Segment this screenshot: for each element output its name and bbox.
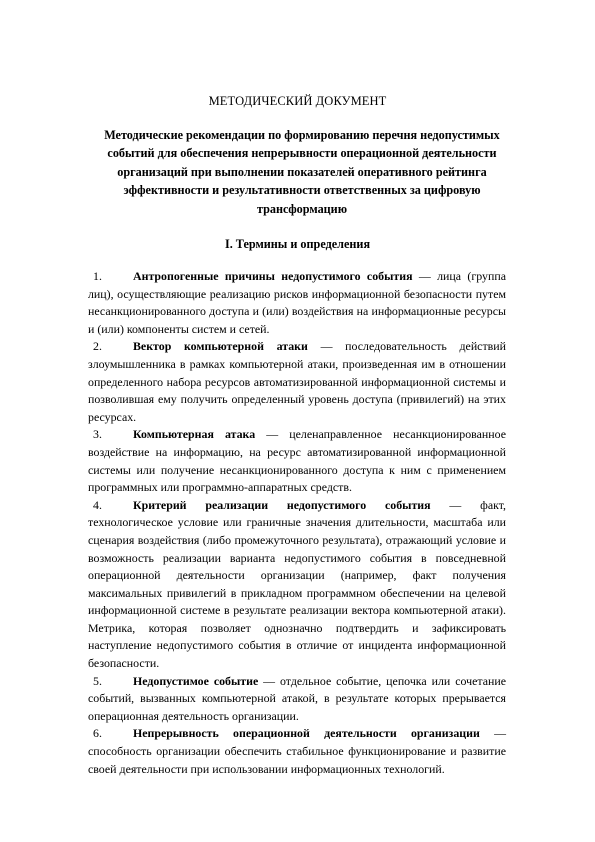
definitions-list bbox=[88, 268, 506, 778]
definition-item bbox=[88, 673, 506, 726]
definition-text: — способность организации обеспечить стабильное функционирование и развитие своей деятельности при использовании информационных технологий. bbox=[88, 726, 506, 776]
definition-number: 2. bbox=[93, 339, 102, 354]
document-subtitle: Методические рекомендации по формированию перечня недопустимых событий для обеспечения непрерывности операционной деятельности организаций при выполнении показателей оперативного рейтинга эффективности и результативности ответственных за цифровую трансформацию bbox=[104, 128, 500, 216]
definition-item bbox=[88, 725, 506, 778]
definition-term: Критерий реализации недопустимого события bbox=[133, 497, 431, 512]
definition-number: 4. bbox=[93, 497, 102, 512]
definition-term: Непрерывность операционной деятельности организации bbox=[133, 726, 480, 741]
definition-term: Недопустимое событие bbox=[133, 673, 259, 688]
definition-term: Компьютерная атака bbox=[133, 427, 256, 442]
definition-item bbox=[88, 497, 506, 673]
definition-number: 3. bbox=[93, 427, 102, 442]
definition-term: Антропогенные причины недопустимого события bbox=[133, 269, 413, 283]
definition-text: — последовательность действий злоумышленника в рамках компьютерной атаки, произведенная им в отношении определенного набора ресурсов автоматизированной информационной системы и позволившая ему получить определенный уровень доступа (привилегий) на этих ресурсах. bbox=[88, 339, 506, 424]
definition-text: — отдельное событие, цепочка или сочетание событий, вызванных компьютерной атакой, в результате которых прерывается операционная деятельность организации. bbox=[88, 673, 506, 723]
document-title: МЕТОДИЧЕСКИЙ ДОКУМЕНТ bbox=[208, 94, 387, 108]
definition-item bbox=[88, 338, 506, 426]
definition-number: 1. bbox=[93, 269, 102, 283]
definition-text: — лица (группа лиц), осуществляющие реализацию рисков информационной безопасности путем несанкционированного доступа и (или) воздействия на информационные ресурсы и (или) компоненты систем и сетей. bbox=[88, 269, 506, 336]
definition-term: Вектор компьютерной атаки bbox=[133, 339, 308, 354]
definition-text: — целенаправленное несанкционированное воздействие на информацию, на ресурс автоматизированной информационной системы или получение несанкционированного доступа к ним с применением программных или программно-аппаратных средств. bbox=[88, 427, 506, 495]
section-heading: I. Термины и определения bbox=[224, 237, 371, 251]
definition-text: — факт, технологическое условие или граничные значения длительности, масштаба или сценария воздействия (либо промежуточного результата), отражающий условие и возможность реализации варианта недопустимого события в повседневной операционной деятельности организации (например, факт получения максимальных привилегий в прикладном программном обеспечении на целевой информационной системе в результате реализации вектора компьютерной атаки). Метрика, которая позволяет однозначно подтвердить и зафиксировать наступление недопустимого события в отличие от инцидента информационной безопасности. bbox=[88, 497, 506, 671]
definition-item bbox=[88, 268, 506, 338]
definition-number: 5. bbox=[93, 673, 102, 688]
definition-number: 6. bbox=[93, 726, 102, 741]
definition-item bbox=[88, 426, 506, 496]
